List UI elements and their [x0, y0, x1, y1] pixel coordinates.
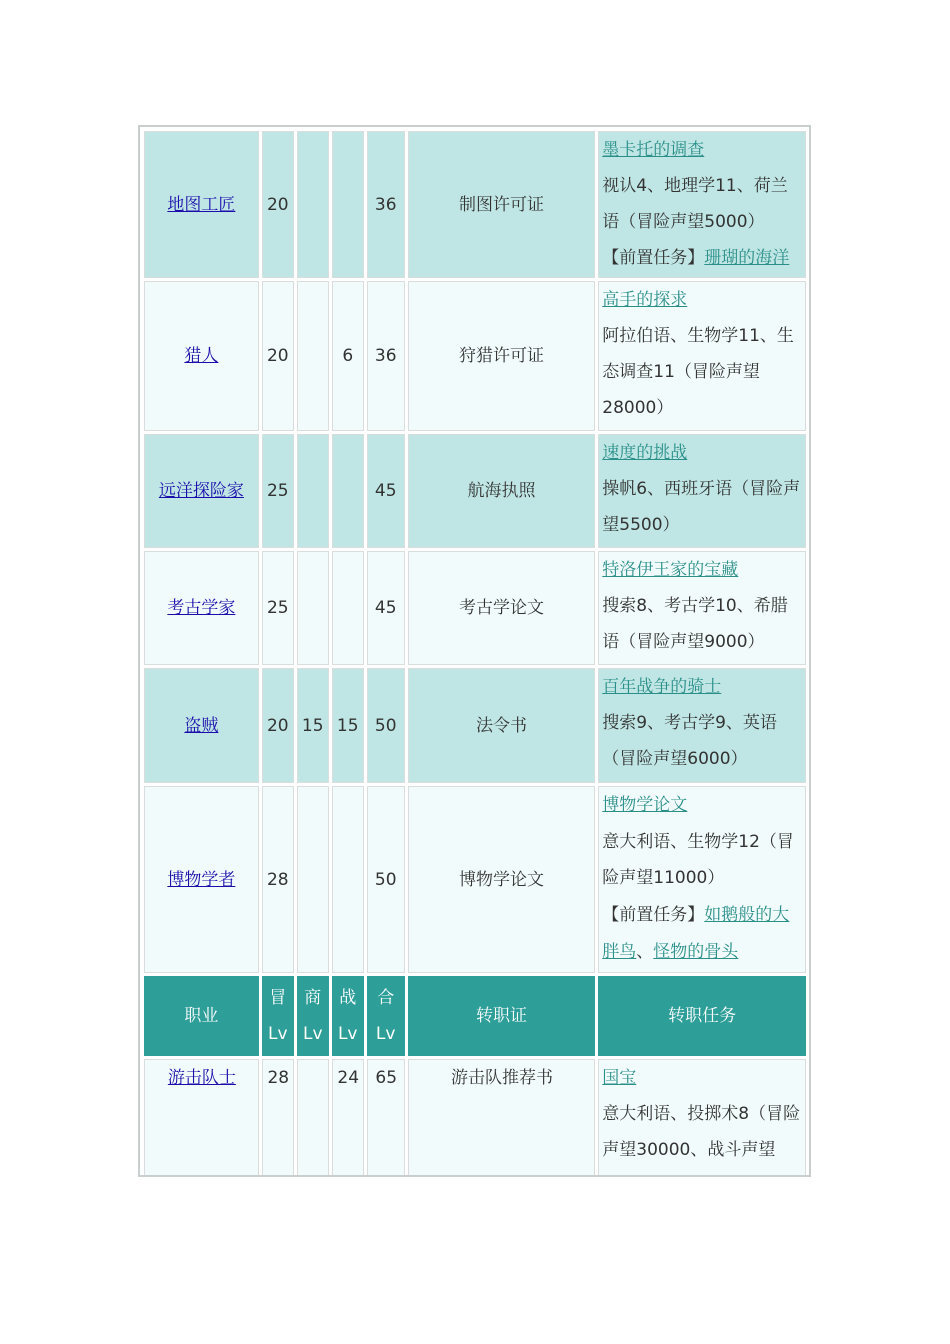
task-cell — [598, 786, 806, 973]
cert-cell: 游击队推荐书 — [408, 1059, 596, 1177]
trade-lv-cell — [297, 551, 329, 665]
task-link[interactable]: 特洛伊王家的宝藏 — [602, 560, 739, 580]
task-requirements: 意大利语、投掷术8（冒险声望30000、战斗声望 — [602, 1104, 801, 1160]
total-lv-cell: 65 — [367, 1059, 405, 1177]
battle-lv-cell: 15 — [332, 668, 364, 783]
adv-lv-cell: 20 — [262, 131, 294, 278]
table-row — [144, 131, 806, 278]
job-link[interactable]: 盗贼 — [184, 715, 219, 736]
task-requirements: 阿拉伯语、生物学11、生态调查11（冒险声望28000） — [602, 326, 794, 418]
job-cell — [144, 1059, 259, 1177]
task-cell — [598, 131, 806, 278]
table-header-row — [144, 976, 806, 1056]
header-total-lv: 合 Lv — [367, 976, 405, 1056]
job-table-frame — [138, 125, 811, 1177]
cert-cell: 法令书 — [408, 668, 596, 783]
total-lv-cell: 36 — [367, 131, 405, 278]
task-cell — [598, 551, 806, 665]
task-requirements: 搜索9、考古学9、英语（冒险声望6000） — [602, 713, 777, 769]
trade-lv-cell — [297, 1059, 329, 1177]
header-adv-lv: 冒 Lv — [262, 976, 294, 1056]
adv-lv-cell: 20 — [262, 668, 294, 783]
table-row — [144, 281, 806, 431]
prerequisite-separator: 、 — [636, 941, 654, 962]
task-link[interactable]: 墨卡托的调查 — [602, 140, 705, 160]
battle-lv-cell: 24 — [332, 1059, 364, 1177]
battle-lv-cell: 6 — [332, 281, 364, 431]
battle-lv-cell — [332, 131, 364, 278]
task-cell — [598, 668, 806, 783]
job-cell — [144, 786, 259, 973]
adv-lv-cell: 28 — [262, 786, 294, 973]
total-lv-cell: 45 — [367, 551, 405, 665]
cert-cell: 狩猎许可证 — [408, 281, 596, 431]
task-link[interactable]: 高手的探求 — [602, 290, 688, 310]
adv-lv-cell: 20 — [262, 281, 294, 431]
table-row — [144, 434, 806, 548]
trade-lv-cell: 15 — [297, 668, 329, 783]
task-requirements: 操帆6、西班牙语（冒险声望5500） — [602, 479, 801, 535]
task-link[interactable]: 速度的挑战 — [602, 443, 688, 463]
task-requirements: 意大利语、生物学12（冒险声望11000） — [602, 831, 794, 889]
adv-lv-cell: 28 — [262, 1059, 294, 1177]
task-requirements: 视认4、地理学11、荷兰语（冒险声望5000） — [602, 176, 788, 232]
task-link[interactable]: 国宝 — [602, 1068, 637, 1088]
total-lv-cell: 50 — [367, 668, 405, 783]
trade-lv-cell — [297, 281, 329, 431]
task-cell — [598, 1059, 806, 1177]
adv-lv-cell: 25 — [262, 551, 294, 665]
cert-cell: 博物学论文 — [408, 786, 596, 973]
header-battle-lv: 战 Lv — [332, 976, 364, 1056]
header-cert: 转职证 — [408, 976, 596, 1056]
trade-lv-cell — [297, 434, 329, 548]
job-cell — [144, 668, 259, 783]
job-link[interactable]: 博物学者 — [167, 869, 236, 890]
task-cell — [598, 434, 806, 548]
task-requirements: 搜索8、考古学10、希腊语（冒险声望9000） — [602, 596, 788, 652]
prerequisite-task-link[interactable]: 如鹅般的大胖鸟 — [602, 905, 790, 962]
cert-cell: 制图许可证 — [408, 131, 596, 278]
battle-lv-cell — [332, 434, 364, 548]
prerequisite-label: 【前置任务】 — [602, 905, 705, 926]
job-cell — [144, 131, 259, 278]
header-task: 转职任务 — [598, 976, 806, 1056]
prerequisite-task-link[interactable]: 珊瑚的海洋 — [704, 248, 790, 268]
header-trade-lv: 商 Lv — [297, 976, 329, 1056]
table-row — [144, 668, 806, 783]
header-job: 职业 — [144, 976, 259, 1056]
job-link[interactable]: 地图工匠 — [167, 194, 236, 215]
task-link[interactable]: 博物学论文 — [602, 795, 688, 815]
job-change-table — [141, 128, 809, 1177]
job-link[interactable]: 远洋探险家 — [158, 481, 244, 501]
task-cell — [598, 281, 806, 431]
adv-lv-cell: 25 — [262, 434, 294, 548]
table-row — [144, 551, 806, 665]
table-row — [144, 786, 806, 973]
trade-lv-cell — [297, 786, 329, 973]
job-link[interactable]: 考古学家 — [167, 598, 236, 618]
job-cell — [144, 281, 259, 431]
total-lv-cell: 45 — [367, 434, 405, 548]
cert-cell: 考古学论文 — [408, 551, 596, 665]
trade-lv-cell — [297, 131, 329, 278]
job-link[interactable]: 游击队士 — [167, 1068, 236, 1088]
cert-cell: 航海执照 — [408, 434, 596, 548]
task-link[interactable]: 百年战争的骑士 — [602, 677, 722, 697]
job-cell — [144, 434, 259, 548]
table-row — [144, 1059, 806, 1177]
total-lv-cell: 36 — [367, 281, 405, 431]
prerequisite-label: 【前置任务】 — [602, 248, 705, 268]
battle-lv-cell — [332, 551, 364, 665]
battle-lv-cell — [332, 786, 364, 973]
total-lv-cell: 50 — [367, 786, 405, 973]
prerequisite-task-link[interactable]: 怪物的骨头 — [653, 941, 739, 962]
job-link[interactable]: 猎人 — [184, 346, 219, 366]
job-cell — [144, 551, 259, 665]
